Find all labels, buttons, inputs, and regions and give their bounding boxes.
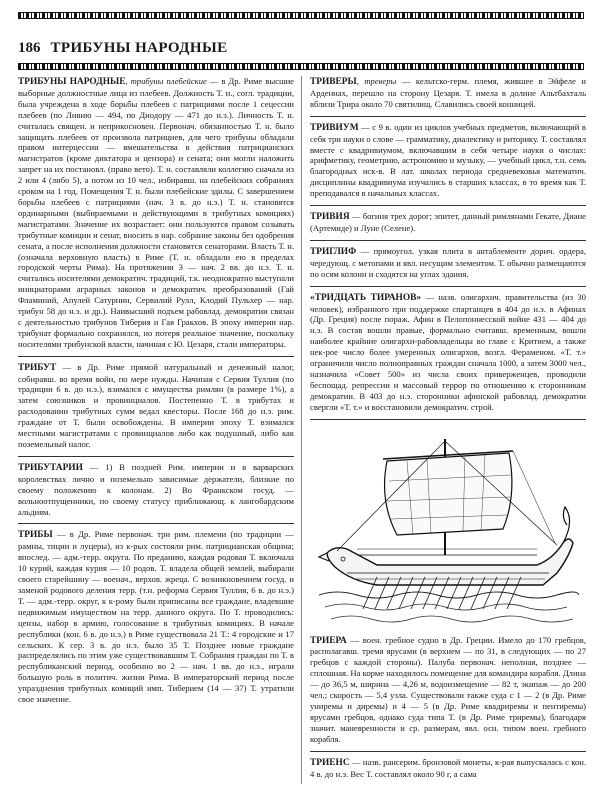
entry-separator: [310, 240, 586, 241]
entry-separator: [310, 751, 586, 752]
entry-headword: ТРИБУТАРИИ: [18, 462, 83, 473]
entry-body: — с 9 в. один из циклов учебных предметов, включающий в себя три науки о слове — грамматику, диалектику и риторику. Т. составлял вместе с квадривиумом, включавшим в себя четыре науки о числах: арифметику, геометрию, астрономию и музыку, — учебный цикл, т.н. семь благородных иск-в. В лат. школах периода средневековья математич. дисциплины квадривиума изучались в старших классах, в то время как Т. преподавался в начальных классах.: [310, 121, 586, 199]
entry-headword: ТРИБУНЫ НАРОДНЫЕ: [18, 77, 126, 87]
entry-body: — назв. рансерим. бронзовой монеты, к-рая выпускалась с кон. 4 в. до н.э. Вес Т. составлял около 90 г, а сама: [310, 756, 586, 779]
entry-trivium: [310, 122, 586, 199]
top-ornament-border: [18, 12, 584, 19]
entry-tribut: [18, 362, 294, 450]
entry-tributarii: [18, 462, 294, 518]
entry-headword: ТРИЕРА: [310, 635, 347, 646]
entry-body: — воен. гребное судно в Др. Греции. Имело до 170 гребцов, располагавш. тремя ярусами (в верхнем — по 31, в следующих — по 27 гребцов с каждой стороны). Палуба первонач. неполная, позднее — сплошная. На корме находилось помещение для командира корабля. Длина — до 36,5 м, ширина — 4,26 м, водоизмещение — 82 т, экипаж — до 200 чел.; скорость — 5,4 узла. Существовали также суда с 1 — 2 (в Др. Риме униремы и диремы) и 4 — 5 (в Др. Риме квадриремы и пентиремы) ярусами гребцов, однако суда типа Т. (в Др. Риме триремы), благодаря значит. маневренности и ср. размерам, явл. осн. типом воен. гребного корабля.: [310, 634, 586, 744]
entry-body: — 1) В поздней Рим. империи и в варварских королевствах лично и поземельно зависимые держатели, близкие по своему положению к колонам. 2) Во Франкском госуд. — вольноотпущенники, по своему статусу приближающ. к лангобардским альдиям.: [18, 461, 294, 517]
entry-body: — богиня трех дорог; эпитет, данный римлянами Гекате, Диане (Артемиде) и Луне (Селене).: [310, 211, 586, 233]
trireme-illustration: [317, 425, 579, 631]
entry-headword: ТРИБЫ: [18, 530, 53, 541]
entry-headword: ТРИВЕРЫ: [310, 77, 357, 87]
entry-variant: , треверы: [356, 76, 397, 86]
entry-triby: [18, 529, 294, 705]
entry-trivery: [310, 76, 586, 110]
entry-body: — назв. олигархич. правительства (из 30 человек), избранного при поддержке спартанцев в 404 до н.э. в Афинах (Др. Греция) после пораж. Афин в Пелопоннесской войне 431 — 404 до н.э. В состав вошли правые, формально считавш. временным, вошли наиболее крайние олигархи-рабовладельцы во главе с Критием, а также нек-рое число более умеренных олигархов, возгл. Фераменом. «Т. т.» ограничили число полноправных граждан сначала 1000, а затем 3000 чел., назначила «Совет 500» из числа своих приверженцев, проводили беспощад. репрессии и массовый террор по отношению к сторонникам демократии. В 403 до н.э. сторонники афинской рабовлад. демократии свергли «Т. т.» и восстановили демократич. строй.: [310, 291, 586, 412]
page-number: 186: [18, 40, 41, 56]
header-ornament-border: [18, 63, 584, 70]
entry-triglif: [310, 246, 586, 280]
entry-headword: «ТРИДЦАТЬ ТИРАНОВ»: [310, 292, 422, 303]
left-column: [18, 76, 294, 784]
entry-headword: ТРИВИУМ: [310, 122, 359, 133]
entry-trivia: [310, 211, 586, 234]
entry-separator: [310, 205, 586, 206]
running-title: ТРИБУНЫ НАРОДНЫЕ: [50, 40, 228, 56]
entry-body: — кельтско-герм. племя, жившее в Эйфеле и Арденнах, перешло на сторону Цезаря. Т. имела в долине Альтбахталь вблизи Трира около 70 святилищ. Славились своей конницей.: [310, 76, 586, 109]
entry-body: — в Др. Риме первонач. три рим. племени (по традиции — рамны, тиции и луцеры), из к-рых состояли рим. патрицианская община; впослед. — адм.-терр. округа. По преданию, каждая родовая Т. включала 10 курий, каждая курия — 10 родов. Т. владела общей землей, выбирали своего старейшину — военач., верхов. жреца. С возникновением госуд. и заменой родового деления терр. (т.н. реформа Сервия Туллия, 6 в. до н.э.) Т. — адм.-терр. округ, к к-рому были приписаны все граждане, владевшие недвижимым имуществом на терр. данного округа. По Т. проводились: цензы, набор в армию, голосование в трибутных комициях. В начале республики (кон. 6 в. до н.э.) в Риме существовала 21 Т.: 4 городские и 17 сельских. К сер. 3 в. до н.э. было 35 Т. Позднее новые граждане распределялись по этим уже существовавшим Т. Собрания граждан по Т. в республиканский период, особенно во 2 — нач. 1 вв. до н.э., играли большую роль в политич. жизни Рима. В императорский период после упразднения трибутных комиций имп. Тиберием (14 — 37) Т. утратили свое значение.: [18, 529, 294, 705]
entry-separator: [18, 523, 294, 524]
entry-variant: , трибуны плебейские: [125, 76, 207, 86]
right-column: [310, 76, 586, 784]
entry-body: — в Др. Риме прямой натуральный и денежный налог, собиравш. во время войн, по мере нужды. Начиная с Сервия Туллия (по традиции 6 в. до н.э.), взимался с имущества римлян (в размере 1%), а затем союзников и провинциалов. Постепенно Т. в трибутах и расходовании трибутных сумм ведал квесторы. После 168 до н.э. рим. граждане от Т. были освобождены. В империи эпоху Т. взимался местными магистратами с провинциалов либо как подушный, либо как поземельный налог.: [18, 361, 294, 449]
entry-tribuny-narodnye: [18, 76, 294, 350]
entry-tridtsat-tiranov: [310, 292, 586, 413]
entry-headword: ТРИВИЯ: [310, 212, 350, 223]
entry-triera: [310, 425, 586, 745]
entry-separator: [18, 456, 294, 457]
entry-body: — в Др. Риме высшие выборные должностные лица из плебеев. Должность Т. н., согл. традиции, была учреждена в ходе борьбы плебеев с патрициями после 1 сецессии плебеев (по Ливию — 494, по Диодору — 471 до н.э.). Личность Т. н. считалась священ. и неприкосновен. Первонач. обязанностью Т. н. было защищать плебеев от произвола патрициев, для чего трибуны обладали правом интерцессии — вмешательства в действия патрицианских магистратов (кроме диктатора и цензора) и сената; они могли наложить запрет на их постановл. (право вето). Т. н. составляли коллегию сначала из 2 или 4 (либо 5), а потом из 10 чел., избиравш. на плебейских собраниях сроком на 1 год. Помещения Т. н. были плебейские эдилы. С завершением борьбы плебеев с патрициями (нач. 3 в. до н.э.) Т. н. становятся ординарными (выбираемыми и действующими в трибутных комициях) магистратами. Значение их возрастает: они пользуются правом созывать трибутные комиции и сенат, вносить в нар. собрание законы без одобрения сената, а после исполнения должности становятся сенаторами. Власть Т. н. (означала верховную власть) в Риме (Т. н. обладали ею в пределах городской черты Рима). На протяжении 3 — нач. 2 вв. до н.э. Т. н. считались носителями демократич. традиций, т.к. неоднократно выступали инициаторами аграрных законов и демократич. преобразований (Гай Фламиний, Апулей Сатурнин, Сервилий Рулл, Клодий Пульхер — нар. трибун 58 до н.э. и др.). Наивысший подъем рабовлад. демократии связан с деятельностью трибунов Тиберия и Гая Гракхов. В эпоху империи нар. трибунат формально сохранялся, но потеря реальное значение, поскольку носителями трибунской власти, начиная с Ю. Цезаря, стали императоры.: [18, 76, 294, 349]
entry-separator: [310, 286, 586, 287]
entry-headword: ТРИБУТ: [18, 362, 57, 373]
entry-triens: [310, 757, 586, 780]
entry-separator: [310, 419, 586, 420]
entry-headword: ТРИГЛИФ: [310, 246, 357, 257]
entry-headword: ТРИЕНС: [310, 757, 350, 768]
column-divider: [301, 76, 302, 784]
entry-separator: [18, 356, 294, 357]
entry-separator: [310, 116, 586, 117]
page-header: [18, 39, 584, 61]
entry-body: — прямоугол. узкая плита в антаблементе дорич. ордера, чередующ. с метопами и явл. несущим элементом. Т. обычно размещаются по осям колонн и сходятся на углах здания.: [310, 245, 586, 279]
